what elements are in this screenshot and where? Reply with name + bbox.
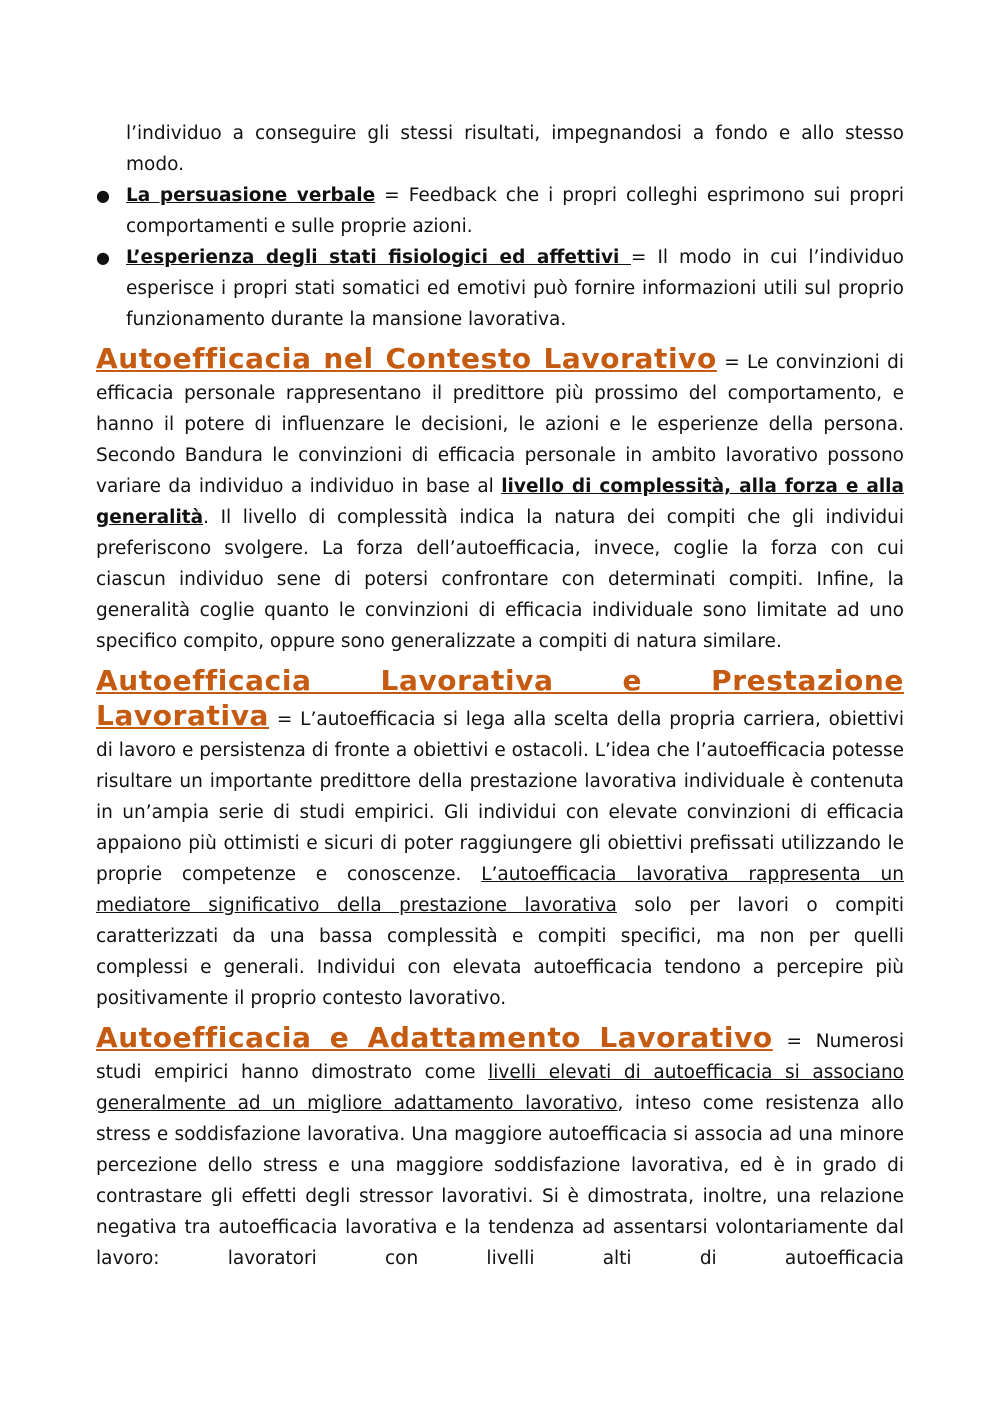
paragraph-text: = Numerosi studi empirici hanno dimostrato come xyxy=(96,1031,905,1083)
bullet-separator: = xyxy=(375,185,409,206)
paragraph-text: . Il livello di complessità indica la natura dei compiti che gli individui preferiscono svolgere. La forza dell’autoefficacia, invece, coglie la forza con cui ciascun individuo sene di potersi confrontare con determinati compiti. Infine, la generalità coglie quanto le convinzioni di efficacia individuale sono limitate ad uno specifico compito, oppure sono generalizzate a compiti di natura similare. xyxy=(96,507,904,652)
bullet-item xyxy=(96,242,904,335)
section-contesto-lavorativo xyxy=(96,343,904,657)
bullet-dot-icon: ● xyxy=(96,186,110,205)
section-prestazione-lavorativa xyxy=(96,665,904,1014)
section-paragraph xyxy=(96,343,904,657)
section-paragraph xyxy=(96,665,904,1014)
bullet-text: Feedback che i propri colleghi esprimono sui propri comportamenti e sulle proprie azioni. xyxy=(126,185,905,237)
intro-continuation: l’individuo a conseguire gli stessi risultati, impegnandosi a fondo e allo stesso modo. xyxy=(126,123,904,175)
bullet-text: Il modo in cui l’individuo esperisce i propri stati somatici ed emotivi può fornire informazioni utili sul proprio funzionamento durante la mansione lavorativa. xyxy=(126,247,904,330)
bullet-dot-icon: ● xyxy=(96,248,110,267)
section-paragraph xyxy=(96,1022,904,1274)
emphasis-text: livello di complessità, alla forza e alla generalità xyxy=(96,476,904,528)
emphasis-text: L’autoefficacia lavorativa rappresenta un mediatore significativo della prestazione lavorativa xyxy=(96,864,904,916)
section-adattamento-lavorativo xyxy=(96,1022,904,1274)
section-heading: Autoefficacia Lavorativa e Prestazione Lavorativa xyxy=(96,664,904,732)
bullet-term: La persuasione verbale xyxy=(126,185,376,206)
bullet-term: L’esperienza degli stati fisiologici ed affettivi xyxy=(126,247,631,268)
section-heading: Autoefficacia e Adattamento Lavorativo xyxy=(96,1021,773,1054)
bullet-list xyxy=(96,180,904,335)
bullet-item xyxy=(96,180,904,242)
paragraph-text: , inteso come resistenza allo stress e soddisfazione lavorativa. Una maggiore autoefficacia si associa ad una minore percezione dello stress e una maggiore soddisfazione lavorativa, ed è in grado di contrastare gli effetti degli stressor lavorativi. Si è dimostrata, inoltre, una relazione negativa tra autoefficacia lavorativa e la tendenza ad assentarsi volontariamente dal lavoro: lavoratori con livelli alti di autoefficacia xyxy=(96,1093,904,1269)
emphasis-text: livelli elevati di autoefficacia si associano generalmente ad un migliore adattamento lavorativo xyxy=(96,1062,904,1114)
bullet-separator: = xyxy=(630,247,658,268)
paragraph-text: = L’autoefficacia si lega alla scelta della propria carriera, obiettivi di lavoro e persistenza di fronte a obiettivi e ostacoli. L’idea che l’autoefficacia potesse risultare un importante predittore della prestazione lavorativa individuale è contenuta in un’ampia serie di studi empirici. Gli individui con elevate convinzioni di efficacia appaiono più ottimisti e sicuri di poter raggiungere gli obiettivi prefissati utilizzando le proprie competenze e conoscenze. xyxy=(96,709,904,885)
section-heading: Autoefficacia nel Contesto Lavorativo xyxy=(96,342,717,375)
paragraph-text: = Le convinzioni di efficacia personale rappresentano il predittore più prossimo del comportamento, e hanno il potere di influenzare le decisioni, le azioni e le esperienze della persona. Secondo Bandura le convinzioni di efficacia personale in ambito lavorativo possono variare da individuo a individuo in base al xyxy=(96,352,904,497)
paragraph-text: solo per lavori o compiti caratterizzati da una bassa complessità e compiti specifici, ma non per quelli complessi e generali. Individui con elevata autoefficacia tendono a percepire più positivamente il proprio contesto lavorativo. xyxy=(96,895,904,1009)
